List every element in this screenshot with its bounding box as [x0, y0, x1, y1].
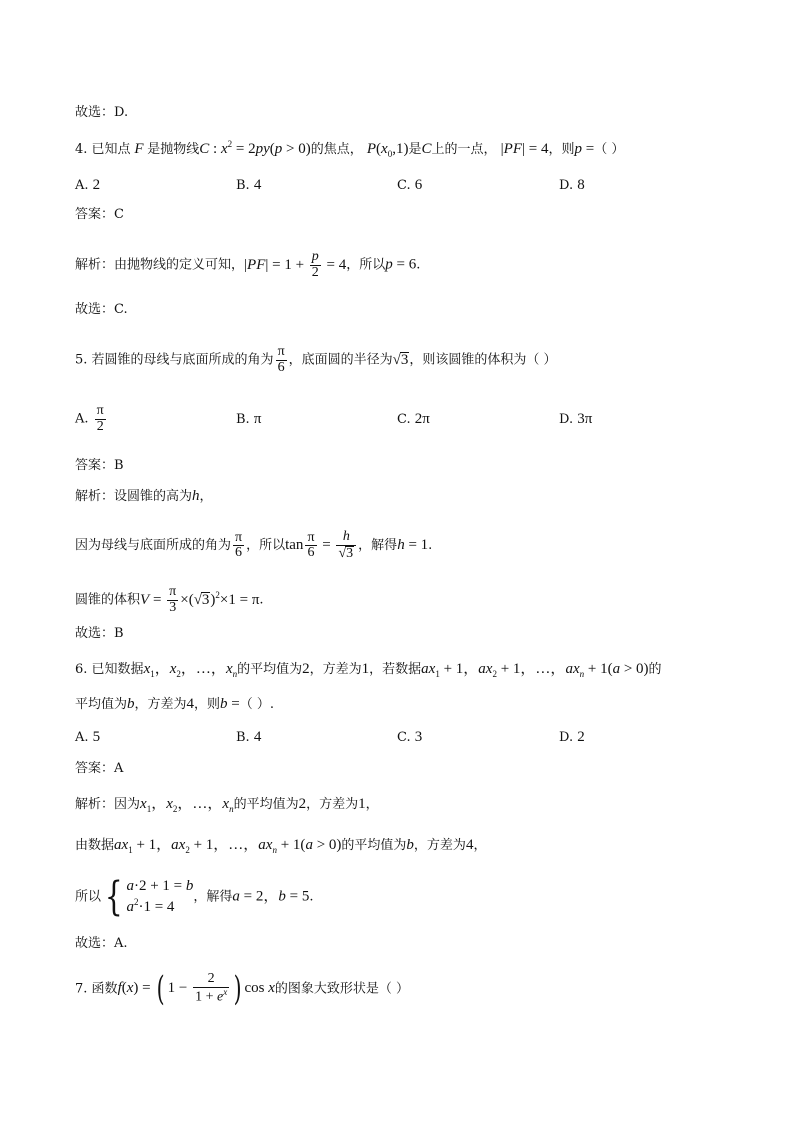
q6-option-c-label: C.	[397, 730, 411, 745]
q7-math-function: f(x) = ( 1 − $\frac{2}{1 + e^x}$ ) cos x	[117, 969, 275, 1009]
q6-math-b-eq: b =	[220, 696, 240, 712]
q4-option-b	[236, 178, 261, 193]
q6-math-b: b	[127, 696, 135, 712]
q6-analysis-3-result: a = 2，b = 5	[232, 888, 310, 905]
q6-analysis-2-mid2: ，方差为	[413, 838, 466, 853]
q5-text-1: 若圆锥的母线与底面所成的角为	[91, 352, 274, 368]
q5-analysis-2-angle: $\frac{\pi}{6}$	[235, 529, 243, 561]
q7-stem	[75, 969, 410, 1009]
q6-line2-2: ，方差为	[134, 697, 187, 712]
q5-analysis-2-tan: tan $\frac{\pi}{6}$ = $\frac{h}{√3}$	[285, 537, 358, 553]
q4-option-a	[75, 178, 100, 193]
q4-math-F: F	[130, 141, 148, 157]
q6-stem-1	[75, 662, 662, 679]
q5-text-3: ，则该圆锥的体积为（ ）	[409, 352, 557, 368]
q4-conclusion: 故选：C.	[75, 302, 128, 317]
q5-number: 5.	[75, 352, 88, 368]
q6-line2-paren: （ ）.	[239, 697, 275, 712]
q3-conclusion: 故选：D.	[75, 105, 129, 120]
q5-analysis-2-result: h = 1	[397, 537, 429, 554]
q7-text-1: 函数	[91, 981, 118, 997]
q5-option-d	[559, 412, 592, 427]
q6-analysis-3-prefix: 所以	[75, 889, 102, 905]
q5-option-b-value: π	[253, 411, 262, 427]
q4-analysis-math: |PF| = 1 + $\frac{p}{2}$ = 4	[244, 249, 347, 280]
q4-answer: 答案：C	[75, 207, 124, 222]
q5-analysis-3: 圆锥的体积V = $\frac{\pi}{3}$ $\times(√3)^2\times 1 = \pi$.	[75, 584, 264, 615]
q5-option-d-value: 3π	[577, 411, 593, 427]
q5-analysis-2-mid2: ，解得	[358, 538, 398, 554]
q5-analysis-1-var: h	[192, 488, 200, 504]
q4-option-d-value: 8	[577, 177, 585, 193]
q6-analysis-1-mean: 2	[298, 796, 307, 812]
q6-analysis-3-mid: ，解得	[193, 889, 233, 905]
q6-option-a	[75, 730, 100, 745]
q6-analysis-1-prefix: 解析：因为	[75, 797, 141, 812]
q5-analysis-2-prefix: 因为母线与底面所成的角为	[75, 538, 232, 554]
q5-option-a-value: $\frac{\pi}{2}$	[96, 403, 104, 434]
q6-option-a-label: A.	[75, 730, 89, 745]
q5-stem	[75, 345, 557, 375]
q4-option-c-value: 6	[414, 177, 423, 193]
q5-analysis-2-mid: ，所以	[246, 538, 286, 554]
q6-text-1: 已知数据	[91, 662, 144, 677]
q5-analysis-1: 解析：设圆锥的高为h，	[75, 488, 213, 504]
q6-analysis-1-var: 1	[358, 796, 366, 812]
q6-text-4: ，若数据	[369, 662, 422, 677]
q5-option-b	[236, 412, 261, 427]
q4-math-point: $P(x_0,1)$	[366, 141, 409, 159]
q4-analysis-result: p = 6	[385, 256, 417, 273]
q6-option-b-value: 4	[253, 729, 262, 745]
q4-math-p: p =	[574, 141, 595, 157]
q6-analysis-1-mid: 的平均值为	[233, 797, 299, 812]
q6-math-var: 1	[361, 661, 370, 677]
q4-option-d-label: D.	[559, 178, 574, 193]
q5-option-a-label: A.	[75, 411, 89, 427]
q5-option-c-label: C.	[397, 412, 411, 427]
q6-analysis-2-mid: 的平均值为	[341, 838, 407, 853]
q6-math-mean: 2	[302, 661, 310, 677]
q6-option-c-value: 3	[414, 729, 423, 745]
q6-answer: 答案：A	[75, 761, 124, 776]
q6-stem-2	[75, 697, 274, 712]
q6-analysis-1-data: $x_1$，$x_2$，…，$x_n$	[140, 796, 234, 814]
q4-option-b-label: B.	[236, 178, 250, 193]
q6-analysis-2-b: b	[406, 837, 414, 853]
q5-option-d-label: D.	[559, 412, 574, 427]
q4-option-c-label: C.	[397, 178, 411, 193]
q6-text-5: 的	[648, 662, 662, 677]
q4-text-1: 已知点	[91, 142, 131, 157]
q4-text-2: 是抛物线	[147, 142, 200, 157]
q6-option-d-value: 2	[577, 729, 585, 745]
q5-analysis-1-text: 解析：设圆锥的高为	[75, 489, 193, 504]
q5-option-b-label: B.	[236, 412, 250, 427]
q5-analysis-2: 因为母线与底面所成的角为 $\frac{\pi}{6}$ ，所以tan $\frac{\pi}{6}$ = $\frac{h}{√3}$ ，解得h = 1.	[75, 529, 433, 561]
q4-text-4: 是	[408, 142, 422, 157]
q5-analysis-3-prefix: 圆锥的体积	[75, 592, 141, 608]
q4-text-5: 上的一点，	[431, 142, 497, 157]
q6-option-d-label: D.	[559, 730, 574, 745]
q6-analysis-2-data: $ax_1 + 1$，$ax_2 + 1$，…，$ax_n + 1(a > 0)$	[114, 837, 342, 855]
q4-text-6: ，则	[548, 142, 575, 157]
q7-number: 7.	[75, 981, 88, 997]
q6-option-d	[559, 730, 585, 745]
q6-option-c	[397, 730, 422, 745]
q6-option-b	[236, 730, 261, 745]
q6-analysis-1-mid2: ，方差为	[306, 797, 359, 812]
q4-option-b-value: 4	[253, 177, 262, 193]
q4-analysis: 解析：由抛物线的定义可知，|PF| = 1 + $\frac{p}{2}$ = 4，所以p = 6.	[75, 249, 421, 280]
q5-option-a	[75, 404, 108, 434]
q7-text-2: 的图象大致形状是（ ）	[274, 981, 410, 997]
q6-number: 6.	[75, 662, 88, 677]
q6-math-data: $x_1$，$x_2$，…，$x_n$	[143, 661, 238, 679]
q6-math-transformed: $ax_1 + 1$，$ax_2 + 1$，…，$ax_n + 1(a > 0)$	[421, 661, 649, 679]
q4-stem	[75, 140, 624, 159]
q4-paren: （ ）	[594, 142, 625, 157]
q5-conclusion: 故选：B	[75, 626, 124, 641]
q6-analysis-2-4: 4	[465, 837, 474, 853]
q4-analysis-prefix: 解析：由抛物线的定义可知，	[75, 257, 245, 273]
q4-math-C: C	[421, 141, 432, 157]
q4-option-d	[559, 178, 585, 193]
q6-analysis-2-prefix: 由数据	[75, 838, 115, 853]
q5-analysis-3-math: V = $\frac{\pi}{3}$ $\times(√3)^2\times 1 = \pi$	[140, 584, 260, 615]
q5-text-2: ，底面圆的半径为	[288, 352, 393, 368]
q6-text-3: ，方差为	[309, 662, 362, 677]
q5-math-radius: √3	[392, 351, 409, 368]
q6-math-4: 4	[186, 696, 195, 712]
q6-option-a-value: 5	[92, 729, 101, 745]
q6-option-b-label: B.	[236, 730, 250, 745]
q6-line2-3: ，则	[194, 697, 221, 712]
q6-analysis-2: 由数据$ax_1 + 1$，$ax_2 + 1$，…，$ax_n + 1(a > 0)$的平均值为b，方差为4，	[75, 837, 487, 855]
q4-option-a-value: 2	[92, 177, 101, 193]
q4-math-pf: |PF| = 4	[500, 141, 549, 157]
q4-math-parabola: C : $x^2 = 2py(p > 0)$	[199, 139, 311, 157]
q5-option-c	[397, 412, 430, 427]
q4-text-3: 的焦点，	[310, 142, 363, 157]
q6-text-2: 的平均值为	[237, 662, 303, 677]
q4-option-c	[397, 178, 422, 193]
q6-line2-1: 平均值为	[75, 697, 128, 712]
q6-analysis-3-system: { a·2 + 1 = b $a^2\cdot 1 = 4$	[104, 873, 194, 920]
q4-option-a-label: A.	[75, 178, 89, 193]
q5-math-angle: $\frac{\pi}{6}$	[277, 344, 285, 375]
q4-number: 4.	[75, 142, 88, 157]
q6-conclusion: 故选：A.	[75, 936, 128, 951]
q4-analysis-mid: ，所以	[346, 257, 386, 273]
q5-option-c-value: 2π	[414, 411, 430, 427]
q6-analysis-3: 所以{ a·2 + 1 = b $a^2\cdot 1 = 4$，解得a = 2，b = 5.	[75, 873, 314, 920]
q5-answer: 答案：B	[75, 458, 124, 473]
q6-analysis-1: 解析：因为$x_1$，$x_2$，…，$x_n$的平均值为2，方差为1，	[75, 796, 379, 814]
